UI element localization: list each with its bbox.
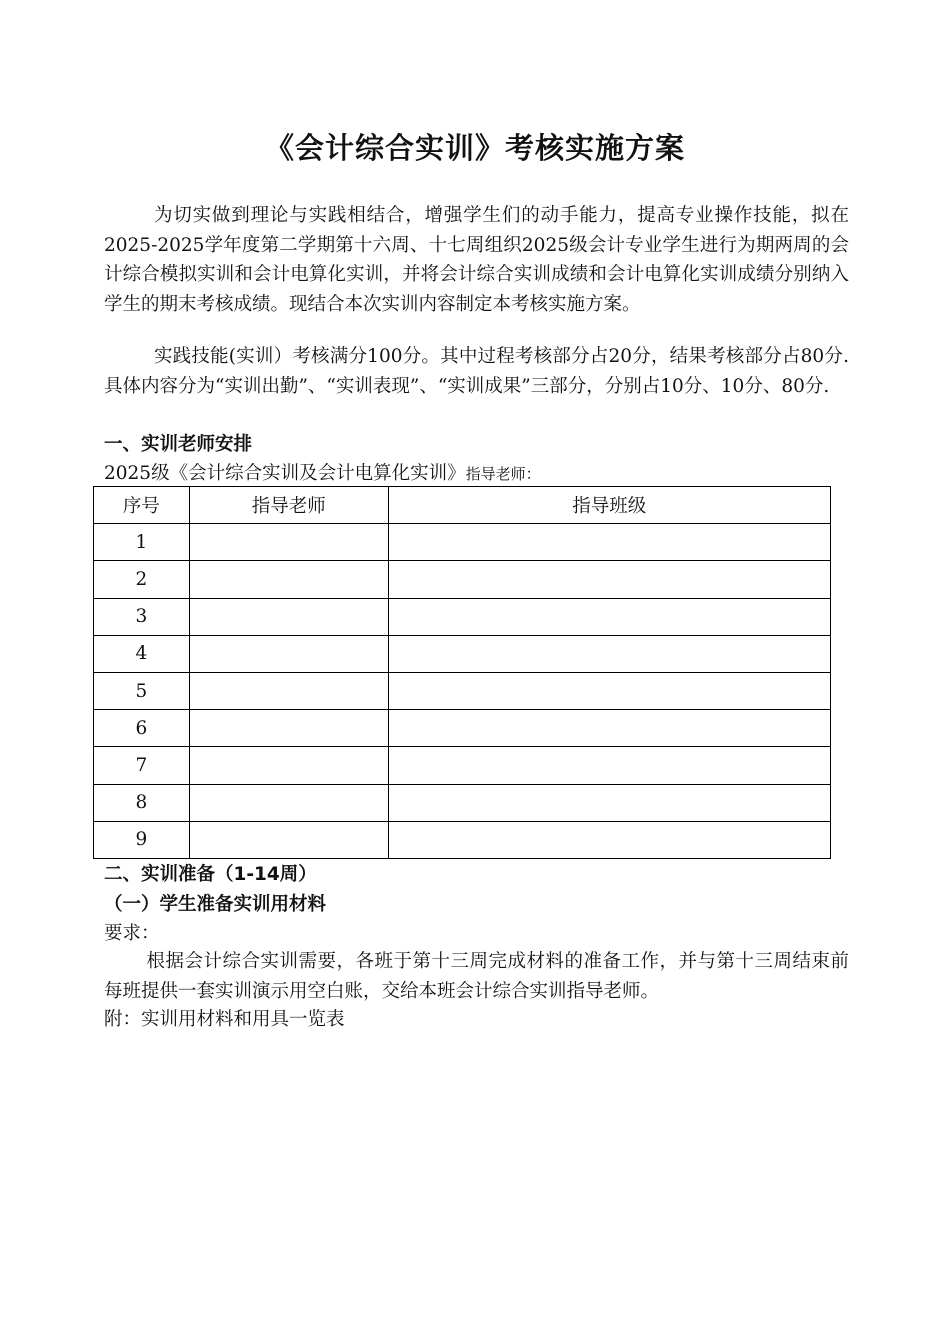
table-caption-main: 2025级《会计综合实训及会计电算化实训》 [104,463,466,484]
row-index: 6 [94,710,190,747]
row-teacher [189,672,388,709]
table-row [94,635,831,672]
table-row [94,598,831,635]
table-row [94,561,831,598]
row-teacher [189,747,388,784]
header-index: 序号 [94,487,190,524]
intro-paragraph-1: 为切实做到理论与实践相结合，增强学生们的动手能力，提高专业操作技能，拟在2025-2025学年度第二学期第十六周、十七周组织2025级会计专业学生进行为期两周的会计综合模拟实训和会计电算化实训，并将会计综合实训成绩和会计电算化实训成绩分别纳入学生的期末考核成绩。现结合本次实训内容制定本考核实施方案。 [104,205,849,315]
row-class [388,784,830,821]
row-index: 7 [94,747,190,784]
row-class [388,747,830,784]
row-teacher [189,598,388,635]
table-caption-tail: 指导老师： [465,465,541,483]
row-class [388,561,830,598]
section1-heading: 一、实训老师安排 [104,434,253,455]
teacher-table [93,486,831,859]
row-teacher [189,710,388,747]
intro-paragraph-2: 实践技能(实训）考核满分100分。其中过程考核部分占20分，结果考核部分占80分.具体内容分为“实训出勤”、“实训表现”、“实训成果”三部分，分别占10分、10分、80分. [104,346,849,397]
row-class [388,821,830,858]
row-index: 9 [94,821,190,858]
row-index: 5 [94,672,190,709]
row-teacher [189,561,388,598]
table-caption [104,459,541,490]
row-index: 1 [94,524,190,561]
row-index: 3 [94,598,190,635]
row-class [388,598,830,635]
row-class [388,710,830,747]
table-row [94,672,831,709]
page-title: 《会计综合实训》考核实施方案 [264,131,685,165]
header-class: 指导班级 [388,487,830,524]
row-teacher [189,524,388,561]
row-index: 4 [94,635,190,672]
table-row [94,821,831,858]
row-class [388,524,830,561]
table-row [94,710,831,747]
row-index: 2 [94,561,190,598]
appendix-line: 附：实训用材料和用具一览表 [104,1009,345,1030]
table-row [94,747,831,784]
row-teacher [189,635,388,672]
row-index: 8 [94,784,190,821]
row-teacher [189,784,388,821]
row-class [388,635,830,672]
row-class [388,672,830,709]
requirement-label: 要求： [104,923,160,944]
table-row [94,784,831,821]
table-row [94,524,831,561]
row-teacher [189,821,388,858]
section2-subheading: （一）学生准备实训用材料 [104,894,327,915]
section2-heading: 二、实训准备（1-14周） [104,864,317,885]
header-teacher: 指导老师 [189,487,388,524]
requirement-paragraph: 根据会计综合实训需要，各班于第十三周完成材料的准备工作，并与第十三周结束前每班提供一套实训演示用空白账，交给本班会计综合实训指导老师。 [104,951,849,1002]
table-header-row [94,487,831,524]
